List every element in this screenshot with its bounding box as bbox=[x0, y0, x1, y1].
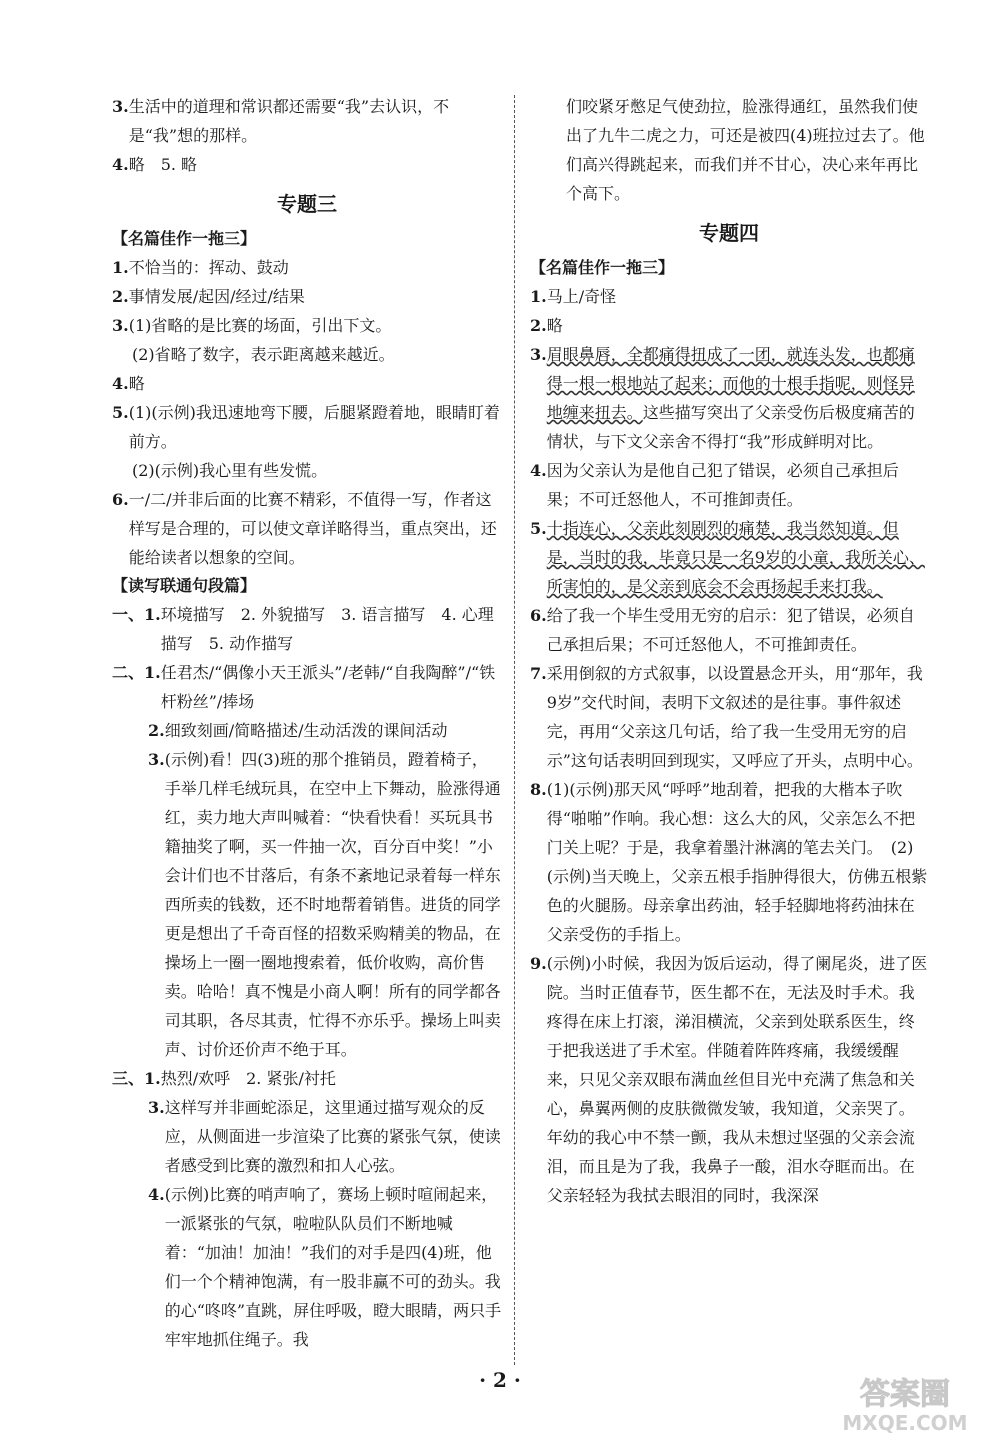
item-number: 二、1. bbox=[112, 663, 161, 682]
item-number: 1. bbox=[112, 258, 129, 277]
section-title: 专题四 bbox=[699, 221, 759, 245]
item-text: 略 bbox=[128, 374, 145, 393]
list-item bbox=[112, 311, 502, 340]
item-number: 6. bbox=[530, 606, 547, 625]
list-item bbox=[530, 456, 928, 514]
list-item bbox=[112, 600, 502, 658]
item-number: 2. bbox=[148, 721, 165, 740]
item-text: 因为父亲认为是他自己犯了错误，必须自己承担后果；不可迁怒他人，不可推卸责任。 bbox=[546, 461, 899, 509]
item-text: 给了我一个毕生受用无穷的启示：犯了错误，必须自己承担后果；不可迁怒他人，不可推卸责任。 bbox=[546, 606, 915, 654]
list-item bbox=[112, 485, 502, 572]
item-text: 热烈/欢呼 2. 紧张/衬托 bbox=[160, 1069, 336, 1088]
right-column bbox=[530, 92, 928, 1210]
list-item bbox=[112, 282, 502, 311]
list-item bbox=[530, 340, 928, 456]
item-number: 6. bbox=[112, 490, 129, 509]
list-item bbox=[530, 775, 928, 949]
list-item bbox=[530, 601, 928, 659]
item-number: 一、1. bbox=[112, 605, 161, 624]
item-text: 这样写并非画蛇添足，这里通过描写观众的反应，从侧面进一步渲染了比赛的紧张气氛，使读者感受到比赛的激烈和扣人心弦。 bbox=[164, 1098, 501, 1175]
item-text: (示例)比赛的哨声响了，赛场上顿时喧闹起来，一派紧张的气氛，啦啦队队员们不断地喊着：“加油！加油！”我们的对手是四(4)班，他们一个个精神饱满，有一股非赢不可的劲头。我的心“咚咚”直跳，屏住呼吸，瞪大眼睛，两只手牢牢地抓住绳子。我 bbox=[164, 1185, 502, 1349]
item-text: (示例)看！四(3)班的那个推销员，蹬着椅子，手举几样毛绒玩具，在空中上下舞动，脸涨得通红，卖力地大声叫喊着：“快看快看！买玩具书籍抽奖了啊，买一件抽一次，百分百中奖！”小会计们也不甘落后，有条不紊地记录着每一样东西所卖的钱数，还不时地帮着销售。进货的同学更是想出了千奇百怪的招数采购精美的物品，在操场上一圈一圈地搜索着，低价收购，高价售卖。哈哈！真不愧是小商人啊！所有的同学都各司其职，各尽其责，忙得不亦乐乎。操场上叫卖声、讨价还价声不绝于耳。 bbox=[164, 750, 501, 1059]
item-number: 5. bbox=[112, 403, 129, 422]
list-item bbox=[112, 92, 502, 150]
item-number: 3. bbox=[112, 97, 129, 116]
list-item bbox=[112, 150, 502, 179]
item-text: (1)省略的是比赛的场面，引出下文。 bbox=[128, 316, 392, 335]
group-heading: 【读写联通句段篇】 bbox=[112, 576, 257, 595]
list-item bbox=[112, 745, 502, 1064]
list-item bbox=[112, 1093, 502, 1180]
continued-text: 们咬紧牙憋足气使劲拉，脸涨得通红，虽然我们使出了九牛二虎之力，可还是被四(4)班拉过去了。他们高兴得跳起来，而我们并不甘心，决心来年再比个高下。 bbox=[566, 97, 925, 203]
underlined-quote: 十指连心，父亲此刻剧烈的痛楚，我当然知道。但是，当时的我，毕竟只是一名9岁的小童，我所关心、所害怕的，是父亲到底会不会再扬起手来打我。 bbox=[546, 519, 925, 596]
item-text: 略 bbox=[546, 316, 563, 335]
item-number: 1. bbox=[530, 287, 547, 306]
item-number: 3. bbox=[112, 316, 129, 335]
list-item bbox=[530, 282, 928, 311]
group-heading: 【名篇佳作一拖三】 bbox=[112, 229, 257, 248]
item-number: 5. bbox=[530, 519, 547, 538]
item-text: 细致刻画/简略描述/生动活泼的课间活动 bbox=[164, 721, 448, 740]
list-item bbox=[112, 1064, 502, 1093]
page-number: · 2 · bbox=[479, 1368, 521, 1392]
item-text: 马上/奇怪 bbox=[546, 287, 617, 306]
list-item bbox=[112, 658, 502, 716]
group-heading: 【名篇佳作一拖三】 bbox=[530, 258, 675, 277]
list-item bbox=[112, 716, 502, 745]
column-divider bbox=[514, 95, 515, 1365]
item-text: 生活中的道理和常识都还需要“我”去认识，不是“我”想的那样。 bbox=[128, 97, 450, 145]
left-column bbox=[112, 92, 502, 1354]
item-number: 2. bbox=[530, 316, 547, 335]
item-text: 采用倒叙的方式叙事，以设置悬念开头，用“那年，我9岁”交代时间，表明下文叙述的是往事。事件叙述完，再用“父亲这几句话，给了我一生受用无穷的启示”这句话表明回到现实，又呼应了开头，点明中心。 bbox=[546, 664, 923, 770]
item-number: 三、1. bbox=[112, 1069, 161, 1088]
watermark-line1: 答案圈 bbox=[860, 1377, 950, 1412]
list-item bbox=[112, 398, 502, 456]
list-item bbox=[530, 659, 928, 775]
item-number: 4. bbox=[112, 155, 129, 174]
list-item bbox=[530, 949, 928, 1210]
list-item bbox=[112, 253, 502, 282]
underlined-quote: 眉眼鼻唇，全都痛得扭成了一团，就连头发，也都痛得一根一根地站了起来；而他的十根手指呢，则怪异地缠来扭去。 bbox=[546, 345, 915, 422]
item-text: 环境描写 2. 外貌描写 3. 语言描写 4. 心理描写 5. 动作描写 bbox=[160, 605, 494, 653]
list-item bbox=[530, 514, 928, 601]
item-number: 3. bbox=[530, 345, 547, 364]
item-number: 7. bbox=[530, 664, 547, 683]
item-text: 略 5. 略 bbox=[128, 155, 198, 174]
item-text: (1)(示例)那天风“呼呼”地刮着，把我的大楷本子吹得“啪啪”作响。我心想：这么大的风，父亲怎么不把门关上呢？于是，我拿着墨汁淋漓的笔去关门。 (2)(示例)当天晚上，父亲五根手指肿得很大，仿佛五根紫色的火腿肠。母亲拿出药油，轻手轻脚地将药油抹在父亲受伤的手指上。 bbox=[546, 780, 928, 944]
item-text-wrap bbox=[547, 340, 928, 456]
item-text: (2)省略了数字，表示距离越来越近。 bbox=[132, 345, 395, 364]
list-item bbox=[112, 340, 502, 369]
item-text: 这些描写突出了父亲受伤后极度痛苦的情状，与下文父亲舍不得打“我”形成鲜明对比。 bbox=[546, 403, 915, 451]
list-item bbox=[530, 311, 928, 340]
watermark-logo bbox=[820, 1368, 990, 1436]
section-title: 专题三 bbox=[277, 192, 337, 216]
item-number: 4. bbox=[112, 374, 129, 393]
item-number: 3. bbox=[148, 750, 165, 769]
item-number: 3. bbox=[148, 1098, 165, 1117]
list-item bbox=[112, 1180, 502, 1354]
item-number: 4. bbox=[148, 1185, 165, 1204]
item-number: 4. bbox=[530, 461, 547, 480]
item-text: 一/二/并非后面的比赛不精彩，不值得一写，作者这样写是合理的，可以使文章详略得当，重点突出，还能给读者以想象的空间。 bbox=[128, 490, 497, 567]
item-text: 任君杰/“偶像小天王派头”/老韩/“自我陶醉”/“铁杆粉丝”/捧场 bbox=[160, 663, 496, 711]
item-text: (示例)小时候，我因为饭后运动，得了阑尾炎，进了医院。当时正值春节，医生都不在，无法及时手术。我疼得在床上打滚，涕泪横流，父亲到处联系医生，终于把我送进了手术室。伴随着阵阵疼痛，我缓缓醒来，只见父亲双眼布满血丝但目光中充满了焦急和关心，鼻翼两侧的皮肤微微发皱，我知道，父亲哭了。年幼的我心中不禁一颤，我从未想过坚强的父亲会流泪，而且是为了我，我鼻子一酸，泪水夺眶而出。在父亲轻轻为我拭去眼泪的同时，我深深 bbox=[546, 954, 928, 1205]
item-text: (1)(示例)我迅速地弯下腰，后腿紧蹬着地，眼睛盯着前方。 bbox=[128, 403, 500, 451]
item-text: 事情发展/起因/经过/结果 bbox=[128, 287, 305, 306]
item-text: 不恰当的：挥动、鼓动 bbox=[128, 258, 289, 277]
list-item bbox=[112, 456, 502, 485]
item-number: 2. bbox=[112, 287, 129, 306]
item-text-wrap bbox=[547, 514, 928, 601]
watermark-line2: MXQE.COM bbox=[842, 1411, 968, 1435]
item-number: 8. bbox=[530, 780, 547, 799]
item-text: (2)(示例)我心里有些发慌。 bbox=[132, 461, 328, 480]
list-item bbox=[112, 369, 502, 398]
item-number: 9. bbox=[530, 954, 547, 973]
